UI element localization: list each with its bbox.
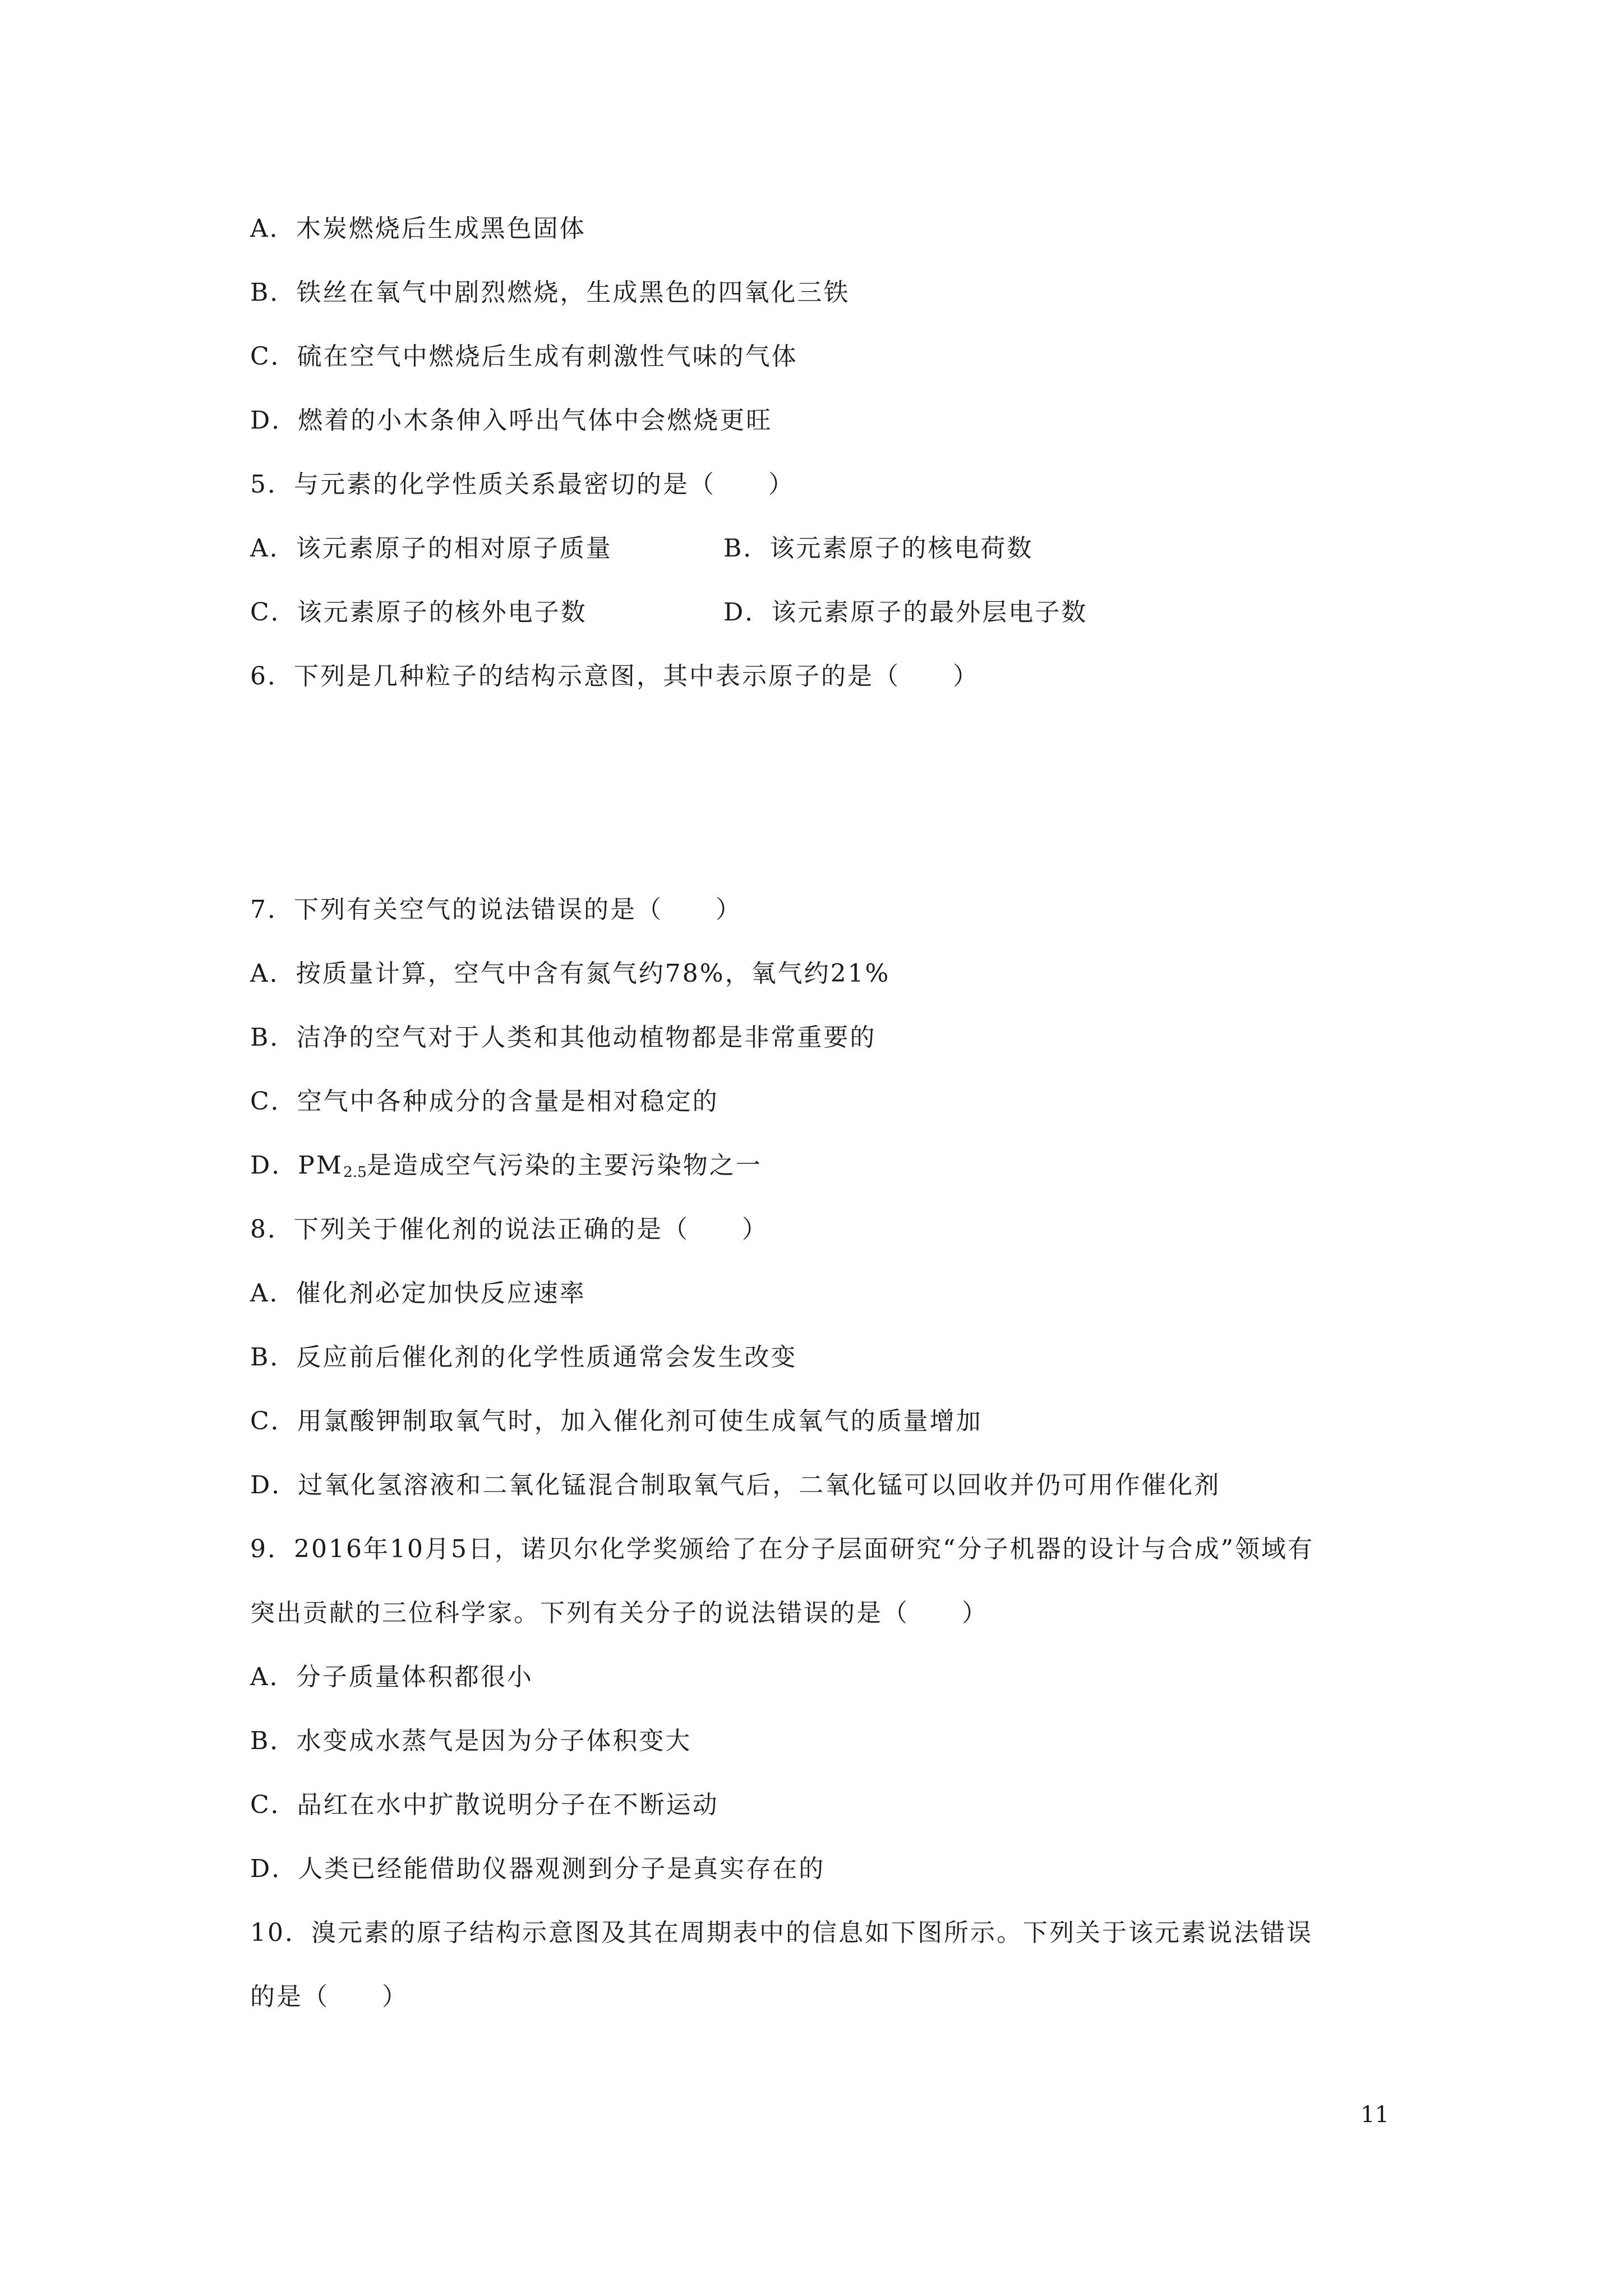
q5-option-c: C．该元素原子的核外电子数: [250, 598, 587, 627]
q4-option-b: B．铁丝在氧气中剧烈燃烧，生成黑色的四氧化三铁: [250, 278, 850, 307]
q9-option-a: A．分子质量体积都很小: [250, 1663, 533, 1691]
q4-option-a: A．木炭燃烧后生成黑色固体: [250, 214, 586, 243]
q7-option-d-prefix: D．PM: [250, 1151, 343, 1180]
q9-stem-line2: 突出贡献的三位科学家。下列有关分子的说法错误的是（ ）: [250, 1599, 988, 1627]
q9-stem-line1: 9．2016年10月5日，诺贝尔化学奖颁给了在分子层面研究“分子机器的设计与合成”领域有: [250, 1535, 1314, 1563]
q10-stem-line1: 10．溴元素的原子结构示意图及其在周期表中的信息如下图所示。下列关于该元素说法错误: [250, 1918, 1313, 1947]
q8-option-b: B．反应前后催化剂的化学性质通常会发生改变: [250, 1343, 797, 1372]
q7-option-d-subscript: 2.5: [343, 1163, 367, 1181]
q10-stem-line2: 的是（ ）: [250, 1982, 408, 2011]
q4-option-c: C．硫在空气中燃烧后生成有刺激性气味的气体: [250, 342, 798, 371]
q9-option-b: B．水变成水蒸气是因为分子体积变大: [250, 1727, 692, 1755]
q8-option-c: C．用氯酸钾制取氧气时，加入催化剂可使生成氧气的质量增加: [250, 1407, 983, 1435]
q7-option-d-suffix: 是造成空气污染的主要污染物之一: [366, 1151, 762, 1180]
q6-stem: 6．下列是几种粒子的结构示意图，其中表示原子的是（ ）: [250, 662, 979, 691]
q8-option-a: A．催化剂必定加快反应速率: [250, 1279, 586, 1308]
q5-option-b: B．该元素原子的核电荷数: [723, 534, 1034, 563]
q9-option-d: D．人类已经能借助仪器观测到分子是真实存在的: [250, 1855, 826, 1883]
page-number: 11: [1361, 2102, 1389, 2128]
q8-stem: 8．下列关于催化剂的说法正确的是（ ）: [250, 1215, 768, 1244]
q7-stem: 7．下列有关空气的说法错误的是（ ）: [250, 895, 742, 924]
q5-option-a: A．该元素原子的相对原子质量: [250, 534, 612, 563]
q4-option-d: D．燃着的小木条伸入呼出气体中会燃烧更旺: [250, 406, 773, 435]
q7-option-a: A．按质量计算，空气中含有氮气约78%，氧气约21%: [250, 959, 891, 988]
q7-option-b: B．洁净的空气对于人类和其他动植物都是非常重要的: [250, 1023, 877, 1052]
q7-option-c: C．空气中各种成分的含量是相对稳定的: [250, 1087, 719, 1116]
q8-option-d: D．过氧化氢溶液和二氧化锰混合制取氧气后，二氧化锰可以回收并仍可用作催化剂: [250, 1471, 1221, 1499]
q9-option-c: C．品红在水中扩散说明分子在不断运动: [250, 1791, 719, 1819]
q5-option-d: D．该元素原子的最外层电子数: [723, 598, 1088, 627]
q5-stem: 5．与元素的化学性质关系最密切的是（ ）: [250, 470, 795, 499]
q7-option-d: [250, 1149, 762, 1189]
